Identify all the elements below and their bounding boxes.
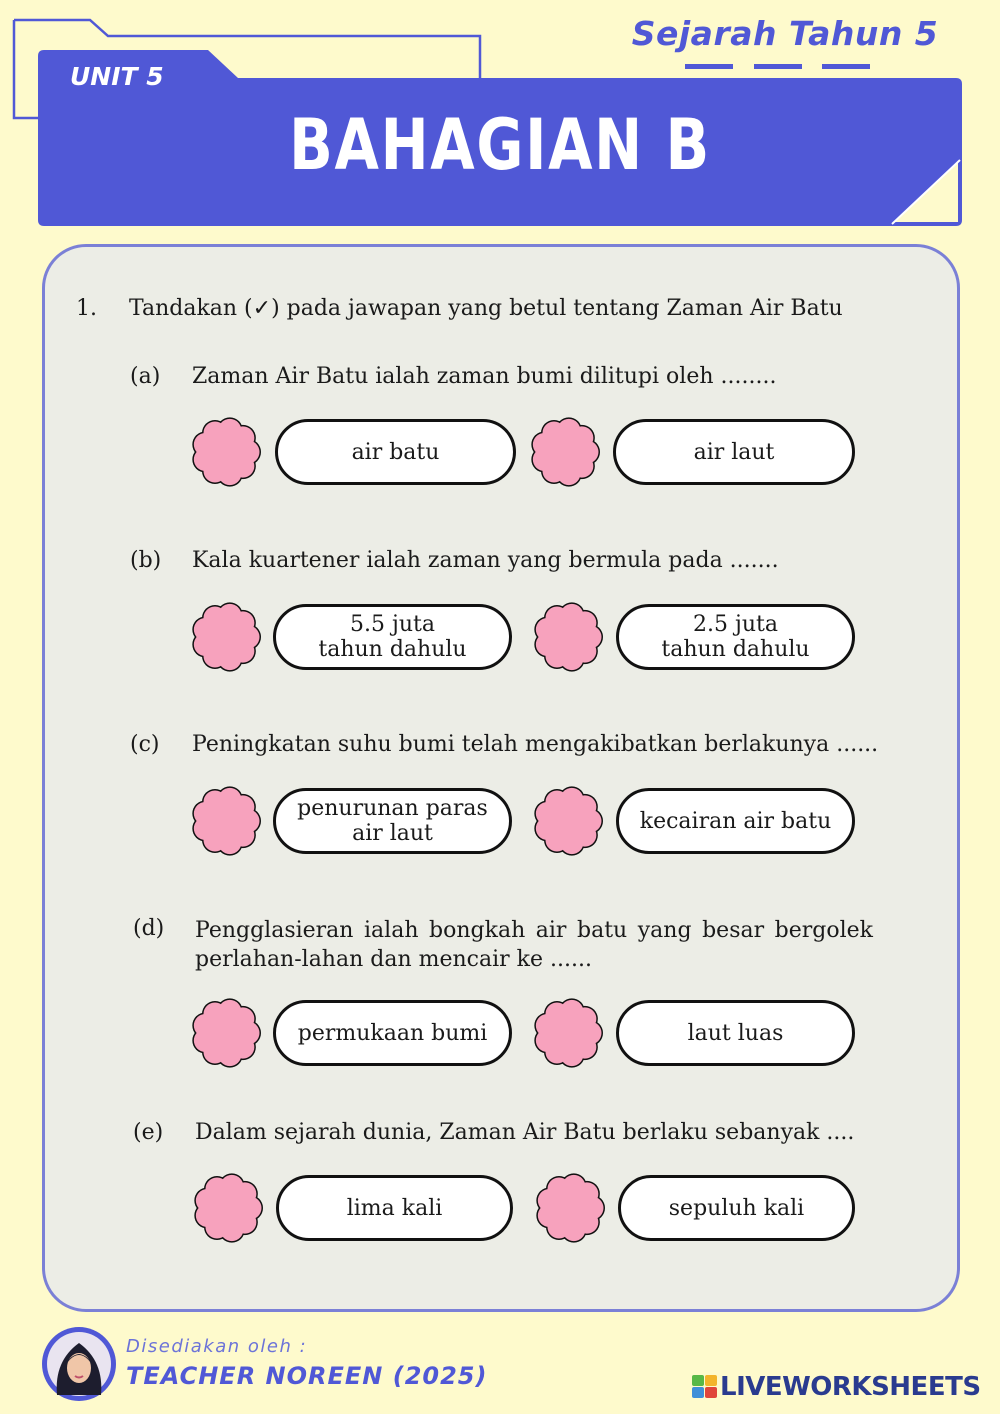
liveworksheets-wordmark: LIVEWORKSHEETS bbox=[720, 1372, 981, 1402]
checkbox-flower[interactable] bbox=[530, 417, 600, 487]
option-button[interactable]: laut luas bbox=[616, 1000, 855, 1066]
checkbox-flower[interactable] bbox=[193, 1173, 263, 1243]
question-label: (d) bbox=[133, 916, 165, 941]
checkbox-flower[interactable] bbox=[533, 602, 603, 672]
question-label: (a) bbox=[130, 364, 161, 389]
checkbox-flower[interactable] bbox=[191, 998, 261, 1068]
option-button[interactable]: permukaan bumi bbox=[273, 1000, 512, 1066]
question-text: Zaman Air Batu ialah zaman bumi dilitupi oleh ........ bbox=[192, 364, 777, 389]
question-text: Kala kuartener ialah zaman yang bermula pada ....... bbox=[192, 548, 779, 573]
checkbox-flower[interactable] bbox=[535, 1173, 605, 1243]
subject-title: Sejarah Tahun 5 bbox=[631, 14, 939, 53]
question-label: (e) bbox=[133, 1120, 164, 1145]
question-text: Peningkatan suhu bumi telah mengakibatkan berlakunya ...... bbox=[192, 732, 879, 757]
option-button[interactable]: penurunan paras air laut bbox=[273, 788, 512, 854]
question-text: Pengglasieran ialah bongkah air batu yang besar bergolek perlahan-lahan dan mencair ke ...... bbox=[195, 918, 873, 972]
instruction-text: Tandakan (✓) pada jawapan yang betul tentang Zaman Air Batu bbox=[129, 296, 843, 321]
question-text: Dalam sejarah dunia, Zaman Air Batu berlaku sebanyak .... bbox=[195, 1120, 855, 1145]
liveworksheets-icon bbox=[692, 1374, 718, 1400]
teacher-name: TEACHER NOREEN (2025) bbox=[126, 1362, 488, 1390]
question-panel bbox=[42, 244, 960, 1312]
liveworksheets-logo[interactable] bbox=[692, 1372, 981, 1402]
unit-label: UNIT 5 bbox=[70, 62, 164, 91]
prepared-by-label: Disediakan oleh : bbox=[126, 1336, 308, 1357]
option-button[interactable]: lima kali bbox=[276, 1175, 513, 1241]
question-label: (b) bbox=[130, 548, 162, 573]
checkbox-flower[interactable] bbox=[191, 602, 261, 672]
option-button[interactable]: 5.5 juta tahun dahulu bbox=[273, 604, 512, 670]
option-button[interactable]: 2.5 juta tahun dahulu bbox=[616, 604, 855, 670]
question-label: (c) bbox=[130, 732, 160, 757]
teacher-avatar bbox=[40, 1325, 118, 1403]
instruction-number: 1. bbox=[76, 296, 97, 321]
checkbox-flower[interactable] bbox=[533, 998, 603, 1068]
option-button[interactable]: air batu bbox=[275, 419, 516, 485]
option-button[interactable]: sepuluh kali bbox=[618, 1175, 855, 1241]
option-button[interactable]: air laut bbox=[613, 419, 855, 485]
option-button[interactable]: kecairan air batu bbox=[616, 788, 855, 854]
checkbox-flower[interactable] bbox=[191, 417, 261, 487]
checkbox-flower[interactable] bbox=[533, 786, 603, 856]
section-title: BAHAGIAN B bbox=[289, 104, 711, 186]
checkbox-flower[interactable] bbox=[191, 786, 261, 856]
